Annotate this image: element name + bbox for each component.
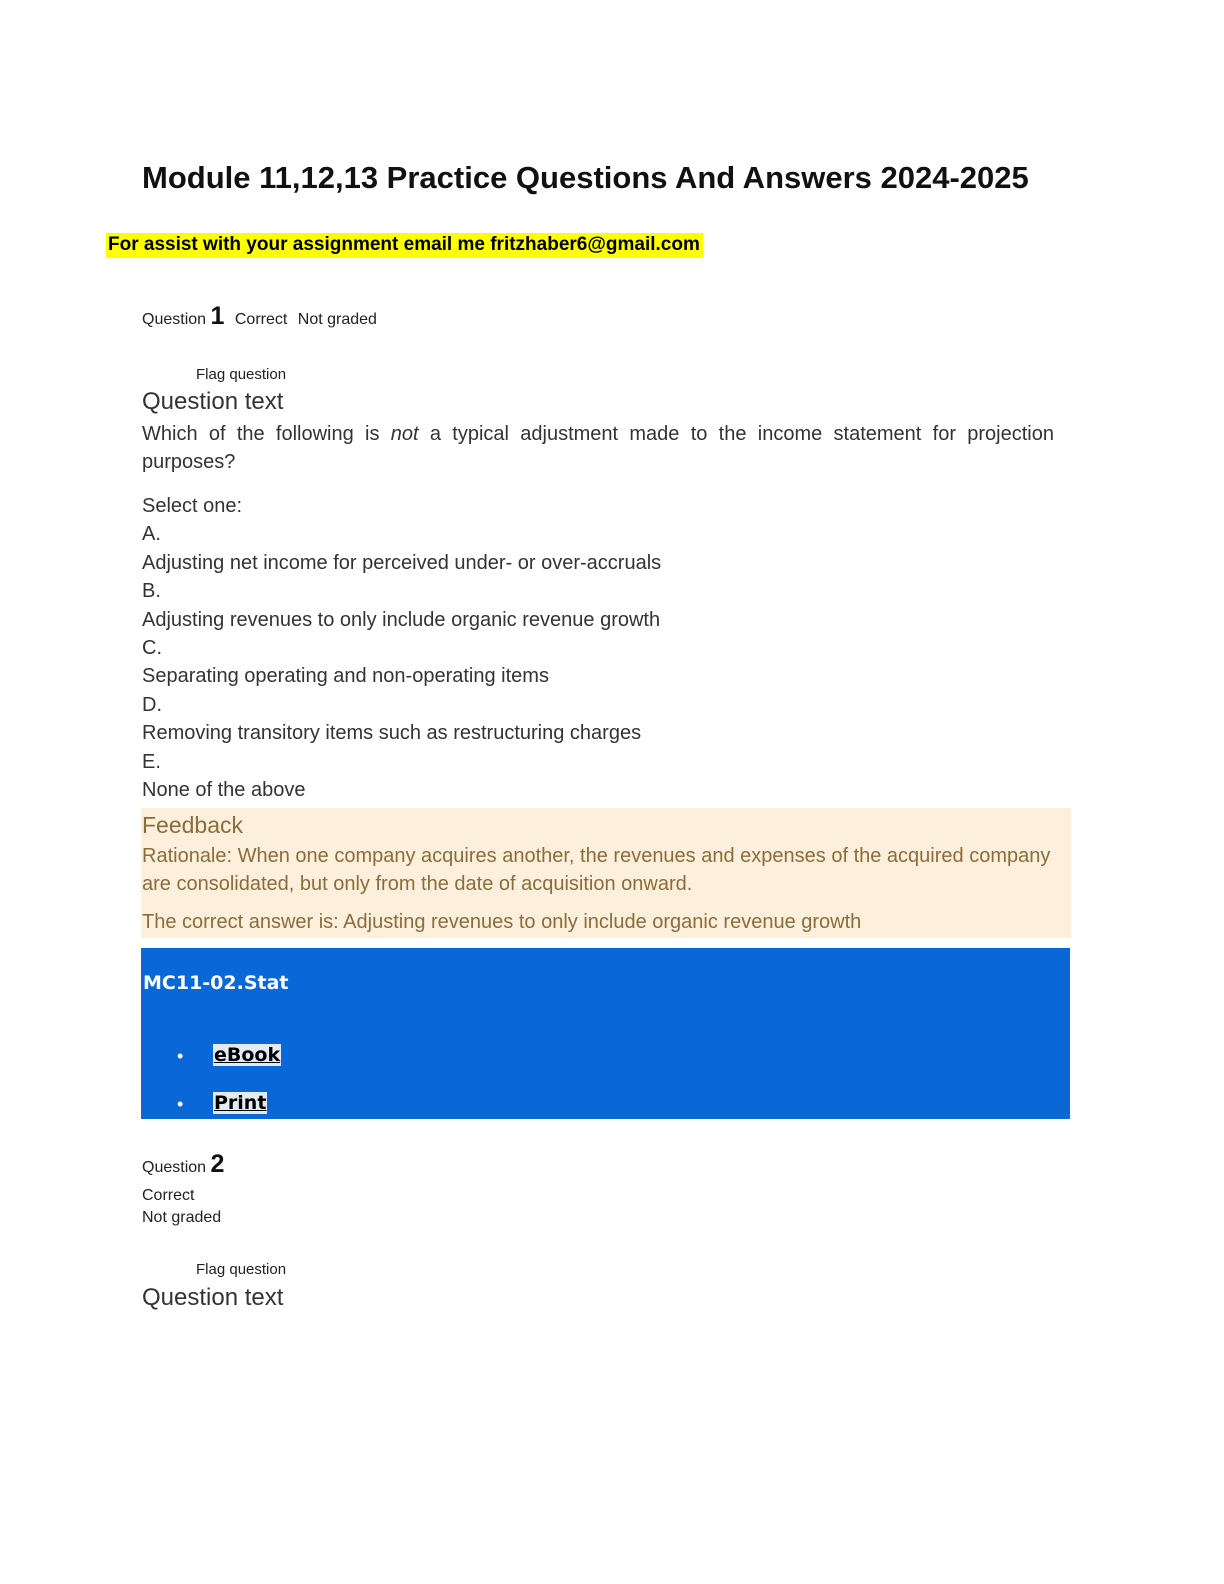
- prompt-emphasis: not: [390, 423, 419, 445]
- option-text-d[interactable]: Removing transitory items such as restructuring charges: [142, 722, 642, 745]
- question-status: Correct: [234, 311, 288, 328]
- question-status: Correct: [142, 1187, 195, 1204]
- option-letter-b[interactable]: B.: [142, 580, 161, 603]
- print-link[interactable]: Print: [214, 1092, 267, 1114]
- option-text-a[interactable]: Adjusting net income for perceived under- or over-accruals: [142, 551, 662, 574]
- option-letter-d[interactable]: D.: [142, 693, 162, 716]
- question-label: Question: [142, 1159, 207, 1176]
- question-prompt: [142, 420, 1054, 476]
- select-one-label: Select one:: [142, 495, 243, 517]
- feedback-panel: [141, 808, 1071, 938]
- prompt-end: a typical adjustment made to the income statement for projection purposes?: [142, 423, 1054, 473]
- option-text-c[interactable]: Separating operating and non-operating items: [142, 665, 549, 688]
- resource-box: [141, 948, 1070, 1119]
- question-grade: Not graded: [142, 1209, 222, 1226]
- question-2-header: [142, 1150, 224, 1179]
- answer-options: [142, 492, 1062, 804]
- option-letter-e[interactable]: E.: [142, 750, 161, 773]
- bullet-icon: •: [177, 1094, 184, 1114]
- flag-question-link[interactable]: Flag question: [196, 1261, 287, 1278]
- question-text-heading: Question text: [142, 388, 284, 415]
- question-label: Question: [142, 311, 207, 328]
- question-number: 1: [210, 302, 225, 330]
- question-grade: Not graded: [297, 311, 377, 328]
- flag-question-link[interactable]: Flag question: [196, 366, 287, 383]
- option-text-b[interactable]: Adjusting revenues to only include organic revenue growth: [142, 608, 661, 631]
- option-letter-c[interactable]: C.: [142, 637, 162, 660]
- prompt-start: Which of the following is: [142, 423, 391, 445]
- feedback-rationale: Rationale: When one company acquires another, the revenues and expenses of the acquired company are consolidated, but only from the date of acquisition onward.: [142, 845, 1051, 895]
- bullet-icon: •: [177, 1046, 184, 1066]
- question-number: 2: [210, 1150, 225, 1178]
- question-1-header: [142, 302, 377, 331]
- question-text-heading: Question text: [142, 1284, 284, 1311]
- document-title: Module 11,12,13 Practice Questions And Answers 2024-2025: [142, 160, 1029, 195]
- option-text-e[interactable]: None of the above: [142, 779, 306, 802]
- promo-banner: For assist with your assignment email me fritzhaber6@gmail.com: [106, 233, 703, 258]
- feedback-title: Feedback: [142, 812, 244, 838]
- resource-box-title: MC11-02.Stat: [143, 972, 289, 994]
- option-letter-a[interactable]: A.: [142, 523, 161, 546]
- ebook-link[interactable]: eBook: [214, 1044, 281, 1066]
- feedback-correct-answer: The correct answer is: Adjusting revenues to only include organic revenue growth: [142, 911, 862, 933]
